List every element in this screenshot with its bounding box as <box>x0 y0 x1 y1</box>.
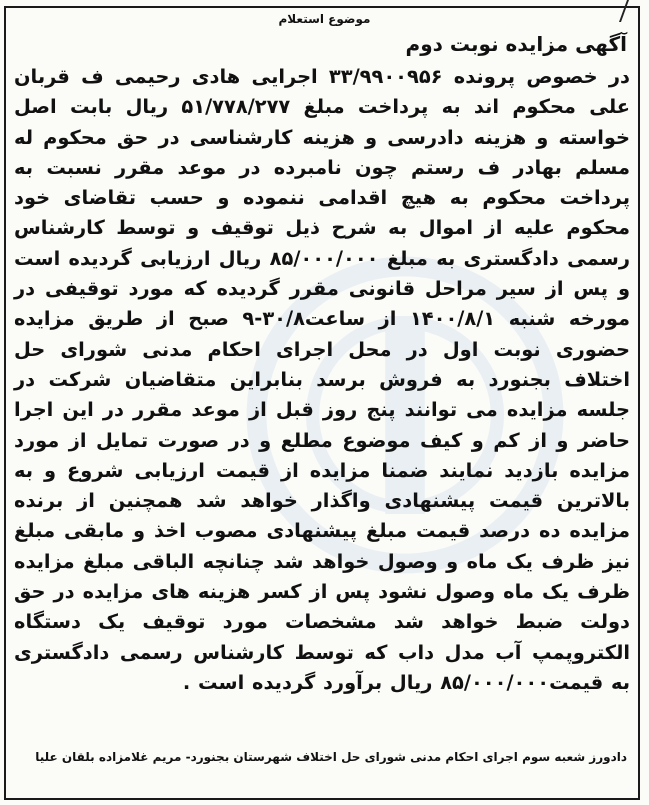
notice-category: موضوع استعلام <box>278 12 371 26</box>
notice-body: در خصوص پرونده ۳۳/۹۹۰۰۹۵۶ اجرایی هادی رحیمی ف قربان علی محکوم اند به پرداخت مبلغ ۵۱/۷۷۸/۲۷۷ ریال بابت اصل خواسته و هزینه دادرسی و هزینه کارشناسی در حق محکوم له مسلم بهادر ف رستم چون نامبرده در موعد مقرر نسبت به پرداخت محکوم به هیچ اقدامی ننموده و حسب تقاضای خود محکوم علیه از اموال به شرح ذیل توقیف و توسط کارشناس رسمی دادگستری به مبلغ ۸۵/۰۰۰/۰۰۰ ریال ارزیابی گردیده است و پس از سیر مراحل قانونی مقرر گردیده که مورد توقیفی در مورخه شنبه ۱۴۰۰/۸/۱ از ساعت۳۰/۸-۹ صبح از طریق مزایده حضوری نوبت اول در محل اجرای احکام مدنی شورای حل اختلاف بجنورد به فروش برسد بنابراین متقاضیان شرکت در جلسه مزایده می توانند پنج روز قبل از موعد مقرر در این اجرا حاضر و از کم و کیف موضوع مطلع و در صورت تمایل از مورد مزایده بازدید نمایند ضمنا مزایده از قیمت ارزیابی شروع و به بالاترین قیمت پیشنهادی واگذار خواهد شد همچنین از برنده مزایده ده درصد قیمت مبلغ پیشنهادی مصوب اخذ و مابقی مبلغ نیز ظرف یک ماه و وصول خواهد شد چنانچه الباقی مبلغ مزایده ظرف یک ماه وصول نشود پس از کسر هزینه های مزایده در حق دولت ضبط خواهد شد مشخصات مورد توقیف یک دستگاه الکتروپمپ آب مدل داب که توسط کارشناس رسمی دادگستری به قیمت۸۵/۰۰۰/۰۰۰ ریال برآورد گردیده است . <box>14 65 630 694</box>
notice-signature: دادورز شعبه سوم اجرای احکام مدنی شورای حل اختلاف شهرستان بجنورد- مریم غلامزاده بلقان علیا <box>35 750 627 764</box>
notice-title: آگهی مزایده نوبت دوم <box>405 32 627 56</box>
